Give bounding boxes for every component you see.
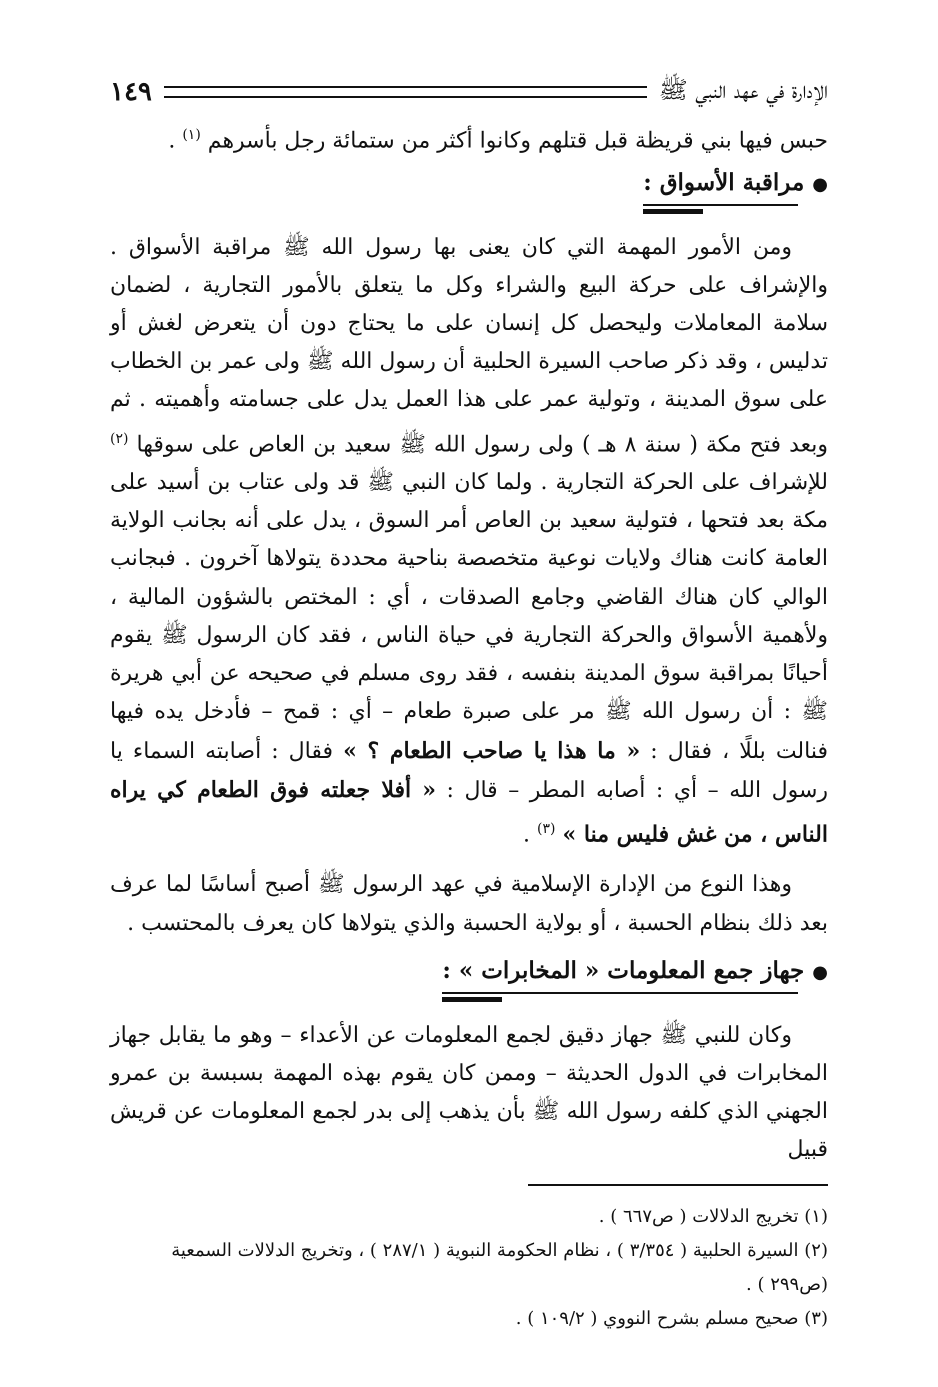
paragraph-markets-1: ومن الأمور المهمة التي كان يعنى بها رسول الله ﷺ مراقبة الأسواق . والإشراف على حركة البيع والشراء وكل ما يتعلق بالأمور التجارية ، لضمان سلامة المعاملات وليحصل كل إنسان على ما يحتاج دون أن يتعرض لغش أو تدليس ، وقد ذكر صاحب السيرة الحلبية أن رسول الله ﷺ ولى عمر بن الخطاب على سوق المدينة ، وتولية عمر على هذا العمل يدل على جسامته وأهميته . ثم وبعد فتح مكة ( سنة ٨ هـ ) ولى رسول الله ﷺ سعيد بن العاص على سوقها $^{(٢)}$ للإشراف على الحركة التجارية . ولما كان النبي ﷺ قد ولى عتاب بن أسيد على مكة بعد فتحها ، فتولية سعيد بن العاص أمر السوق ، يدل على أنه بجانب الولاية العامة كانت هناك ولايات نوعية متخصصة بناحية محددة يتولاها آخرون . فبجانب الوالي كان هناك القاضي وجامع الصدقات ، أي : المختص بالشؤون المالية ، ولأهمية الأسواق والحركة التجارية في حياة الناس ، فقد كان الرسول ﷺ يقوم أحيانًا بمراقبة سوق المدينة بنفسه ، فقد روى مسلم في صحيحه عن أبي هريرة ﷺ : أن رسول الله ﷺ مر على صبرة طعام – أي : قمح – فأدخل يده فيها فنالت بللًا ، فقال : « ما هذا يا صاحب الطعام ؟ » فقال : أصابته السماء يا رسول الله – أي : أصابه المطر – قال : « أفلا جعلته فوق الطعام كي يراه الناس ، من غش فليس منا » $^{(٣)}$ . (109, 234, 829, 848)
book-page (110, 68, 828, 1336)
header-rule (164, 86, 647, 98)
section-heading-markets (110, 169, 828, 219)
footnote-ref: (١) (182, 127, 201, 143)
paragraph-markets-2: وهذا النوع من الإدارة الإسلامية في عهد الرسول ﷺ أصبح أساسًا لما عرف بعد ذلك بنظام الحسبة ، أو بولاية الحسبة والذي يتولاها كان يعرف بالمحتسب . (110, 872, 828, 936)
footnotes (110, 1200, 828, 1336)
hadith-quote: « ما هذا يا صاحب الطعام ؟ » (343, 737, 641, 764)
paragraph-intelligence-1: وكان للنبي ﷺ جهاز دقيق لجمع المعلومات عن الأعداء – وهو ما يقابل جهاز المخابرات في الدول الحديثة – وممن كان يقوم بهذه المهمة بسبسة بن عمرو الجهني الذي كلفه رسول الله ﷺ بأن يذهب إلى بدر لجمع المعلومات عن قريش قبيل (110, 1022, 828, 1163)
section-title: جهاز جمع المعلومات « المخابرات » : (442, 956, 805, 984)
footnote-separator (528, 1184, 828, 1186)
section-heading-intelligence (110, 957, 828, 1007)
footnote-ref: (٣) (537, 820, 556, 837)
footnote-ref: (٢) (110, 430, 129, 447)
intro-line: حبس فيها بني قريظة قبل قتلهم وكانوا أكثر من ستمائة رجل بأسرهم $^{(١)}$ . (168, 127, 828, 154)
hadith-quote: « أفلا جعلته فوق الطعام كي يراه الناس ، من غش فليس منا » (110, 776, 828, 848)
heading-underline (643, 204, 798, 206)
footnote: (١) تخريج الدلالات ( ص٦٦٧ ) . (598, 1205, 828, 1227)
heading-underline (442, 992, 798, 994)
running-title: الإدارة في عهد النبي ﷺ (658, 75, 828, 104)
page-header (110, 68, 828, 116)
bullet-icon: ● (812, 961, 828, 983)
footnote: (٣) صحيح مسلم بشرح النووي ( ١٠٩/٢ ) . (515, 1307, 828, 1329)
page-number: ١٤٩ (110, 77, 152, 107)
footnote: (٢) السيرة الحلبية ( ٣/٣٥٤ ) ، نظام الحكومة النبوية ( ٢٨٧/١ ) ، وتخريج الدلالات السمعية (ص٢٩٩ ) . (171, 1239, 828, 1295)
bullet-icon: ● (812, 173, 828, 195)
section-title: مراقبة الأسواق : (643, 168, 805, 196)
